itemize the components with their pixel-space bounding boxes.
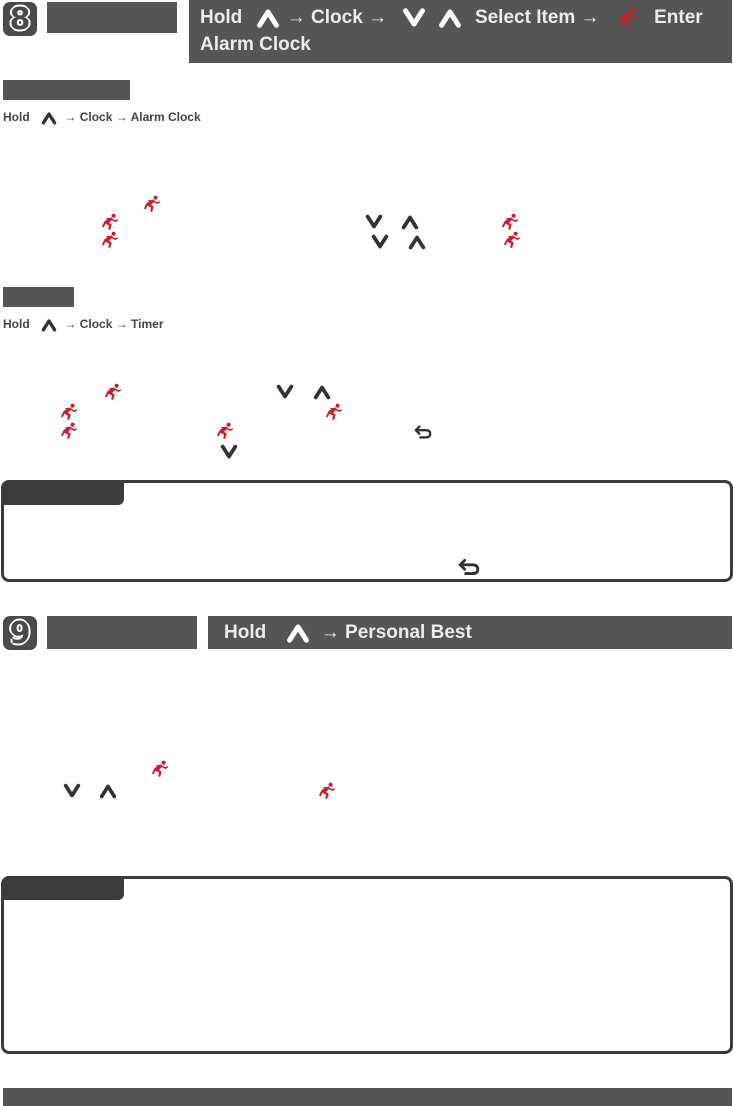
section-9-number-badge: [3, 616, 37, 650]
runner-icon: [325, 403, 343, 421]
alarm-clock-subheading-bar: [3, 80, 130, 100]
runner-icon: [60, 422, 78, 440]
runner-icon: [617, 7, 639, 29]
section-9-number: 9: [9, 615, 31, 651]
up-arrow-icon: [408, 233, 426, 251]
section-9-instruction-bar: [208, 616, 732, 649]
up-arrow-icon: [401, 213, 419, 231]
runner-icon: [318, 782, 336, 800]
runner-icon: [143, 195, 161, 213]
section-8-number-badge: [3, 2, 37, 36]
runner-icon: [101, 213, 119, 231]
runner-icon: [104, 383, 122, 401]
down-arrow-icon: [63, 782, 81, 800]
up-arrow-icon: [313, 383, 331, 401]
down-arrow-icon: [220, 443, 238, 461]
up-arrow-icon: [286, 621, 310, 645]
runner-icon: [503, 231, 521, 249]
runner-icon: [101, 231, 119, 249]
up-arrow-icon: [99, 782, 117, 800]
runner-icon: [60, 403, 78, 421]
runner-icon: [216, 422, 234, 440]
note-tab: [4, 879, 124, 900]
section-8-instruction-line1: Hold → Clock → Select Item → Enter: [200, 7, 703, 28]
down-arrow-icon: [365, 213, 383, 231]
alarm-clock-path: Hold → Clock → Alarm Clock: [3, 110, 201, 125]
up-arrow-icon: [438, 6, 462, 30]
runner-icon: [501, 213, 519, 231]
section-9-title-bar: [47, 616, 197, 649]
note-box: [1, 480, 733, 582]
back-arrow-icon: [414, 423, 432, 441]
runner-icon: [151, 760, 169, 778]
section-8-instruction-bar: [189, 0, 732, 63]
up-arrow-icon: [41, 317, 57, 333]
note-box: [1, 876, 733, 1054]
down-arrow-icon: [276, 383, 294, 401]
section-9-instruction: Hold → Personal Best: [224, 622, 472, 643]
timer-subheading-bar: [3, 287, 74, 307]
up-arrow-icon: [41, 110, 57, 126]
up-arrow-icon: [256, 6, 280, 30]
note-tab: [4, 483, 124, 505]
down-arrow-icon: [371, 233, 389, 251]
back-arrow-icon: [458, 556, 480, 578]
section-8-number: 8: [9, 1, 31, 37]
timer-path: Hold → Clock → Timer: [3, 317, 164, 332]
section-8-instruction-line2: Alarm Clock: [200, 34, 311, 55]
down-arrow-icon: [402, 6, 426, 30]
section-8-title-bar: [47, 2, 177, 33]
next-section-bar: [3, 1088, 732, 1106]
